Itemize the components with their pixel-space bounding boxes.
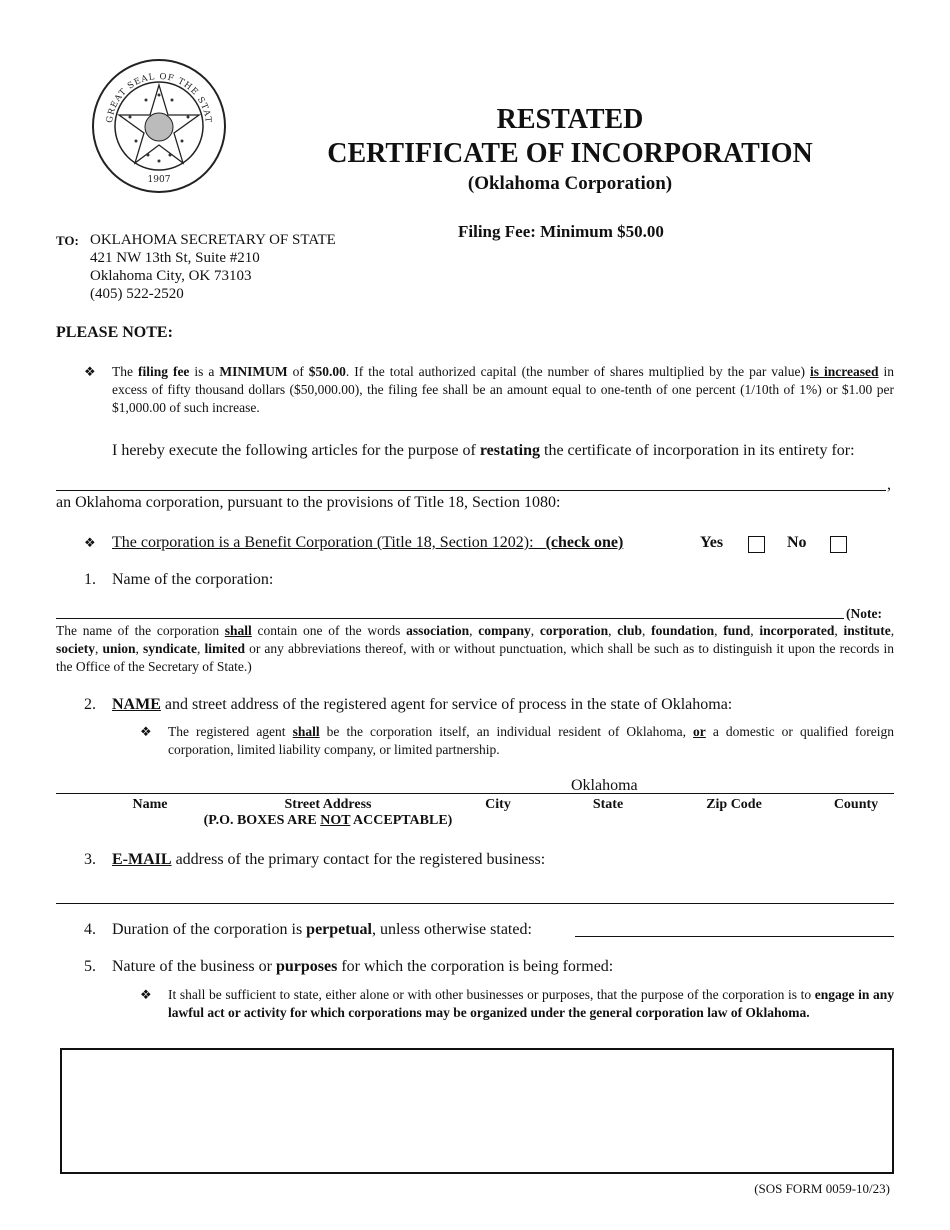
bullet-icon: ❖ bbox=[140, 987, 152, 1002]
svg-text:1907: 1907 bbox=[147, 175, 171, 185]
yes-checkbox[interactable] bbox=[748, 535, 765, 553]
col-state: State bbox=[592, 797, 624, 812]
title-line-2: CERTIFICATE OF INCORPORATION bbox=[327, 138, 813, 169]
corporation-name-line[interactable] bbox=[56, 490, 886, 491]
form-number: (SOS FORM 0059-10/23) bbox=[754, 1181, 890, 1196]
col-name: Name bbox=[132, 797, 168, 812]
email-input-line[interactable] bbox=[56, 903, 894, 904]
item-3-number: 3. bbox=[84, 851, 96, 868]
note-label: (Note: bbox=[846, 606, 882, 621]
state-seal bbox=[88, 55, 230, 197]
col-street: Street Address (P.O. BOXES ARE NOT ACCEPTABLE) bbox=[203, 797, 453, 828]
purpose-text-box[interactable] bbox=[60, 1048, 894, 1174]
bullet-icon: ❖ bbox=[140, 724, 152, 739]
to-line: 421 NW 13th St, Suite #210 bbox=[90, 250, 260, 266]
col-county: County bbox=[833, 797, 879, 812]
name-requirement-note: The name of the corporation shall contain one of the words association, company, corporation, club, foundation, fund, incorporated, institute, society, union, syndicate, limited or any abbreviations thereof, with or without punctuation, which shall be such as to distinguish it upon the records in the Office of the Secretary of State.) bbox=[56, 623, 895, 674]
to-line: OKLAHOMA SECRETARY OF STATE bbox=[90, 232, 336, 248]
to-line: Oklahoma City, OK 73103 bbox=[90, 268, 252, 284]
item-1-number: 1. bbox=[84, 571, 96, 588]
item-1-label: Name of the corporation: bbox=[112, 571, 274, 588]
col-zip: Zip Code bbox=[706, 797, 762, 812]
bullet-icon: ❖ bbox=[84, 535, 96, 550]
item-4-label: Duration of the corporation is perpetual, unless otherwise stated: bbox=[112, 921, 532, 938]
purpose-note: It shall be sufficient to state, either alone or with other businesses or purposes, that the purpose of the corporation is to engage in any lawful act or activity for which corporations may be organized under the general corporation law of Oklahoma. bbox=[168, 987, 894, 1020]
state-value: Oklahoma bbox=[571, 777, 638, 794]
title-line-1: RESTATED bbox=[496, 104, 644, 135]
item-5-number: 5. bbox=[84, 958, 96, 975]
no-label: No bbox=[787, 534, 807, 551]
subtitle: (Oklahoma Corporation) bbox=[467, 173, 673, 194]
to-label: TO: bbox=[56, 233, 79, 248]
item-5-label: Nature of the business or purposes for which the corporation is being formed: bbox=[112, 958, 614, 975]
item-4-number: 4. bbox=[84, 921, 96, 938]
execute-continuation: an Oklahoma corporation, pursuant to the provisions of Title 18, Section 1080: bbox=[56, 494, 561, 511]
comma: , bbox=[887, 476, 891, 493]
corp-name-input-line[interactable] bbox=[56, 618, 844, 619]
benefit-corp-question: The corporation is a Benefit Corporation (Title 18, Section 1202): (check one) bbox=[112, 534, 624, 551]
duration-input-line[interactable] bbox=[575, 936, 894, 937]
registered-agent-note: The registered agent shall be the corporation itself, an individual resident of Oklahoma, or a domestic or qualified foreign corporation, limited liability company, or limited partnership. bbox=[168, 724, 894, 757]
no-checkbox[interactable] bbox=[830, 535, 847, 553]
please-note-heading: PLEASE NOTE: bbox=[56, 324, 173, 341]
col-city: City bbox=[485, 797, 511, 812]
item-2-number: 2. bbox=[84, 696, 96, 713]
filing-fee: Filing Fee: Minimum $50.00 bbox=[458, 222, 664, 241]
to-line: (405) 522-2520 bbox=[90, 286, 184, 302]
execute-statement: I hereby execute the following articles for the purpose of restating the certificate of incorporation in its entirety for: bbox=[112, 442, 855, 459]
agent-address-line[interactable] bbox=[56, 793, 894, 794]
item-3-label: E-MAIL address of the primary contact for the registered business: bbox=[112, 851, 546, 868]
yes-label: Yes bbox=[700, 534, 724, 551]
item-2-label: NAME and street address of the registered agent for service of process in the state of Oklahoma: bbox=[112, 696, 733, 713]
bullet-icon: ❖ bbox=[84, 364, 96, 379]
to-address bbox=[90, 231, 336, 303]
svg-text:GREAT SEAL OF THE STATE OF OKL: GREAT SEAL OF THE STAT bbox=[105, 71, 214, 124]
fee-note: The filing fee is a MINIMUM of $50.00. If the total authorized capital (the number of shares multiplied by the par value) is increased in excess of fifty thousand dollars ($50,000.00), the filing fee shall be an amount equal to one-tenth of one percent (1/10th of 1%) or $1.00 per $1,000.00 of such increase. bbox=[112, 364, 894, 415]
